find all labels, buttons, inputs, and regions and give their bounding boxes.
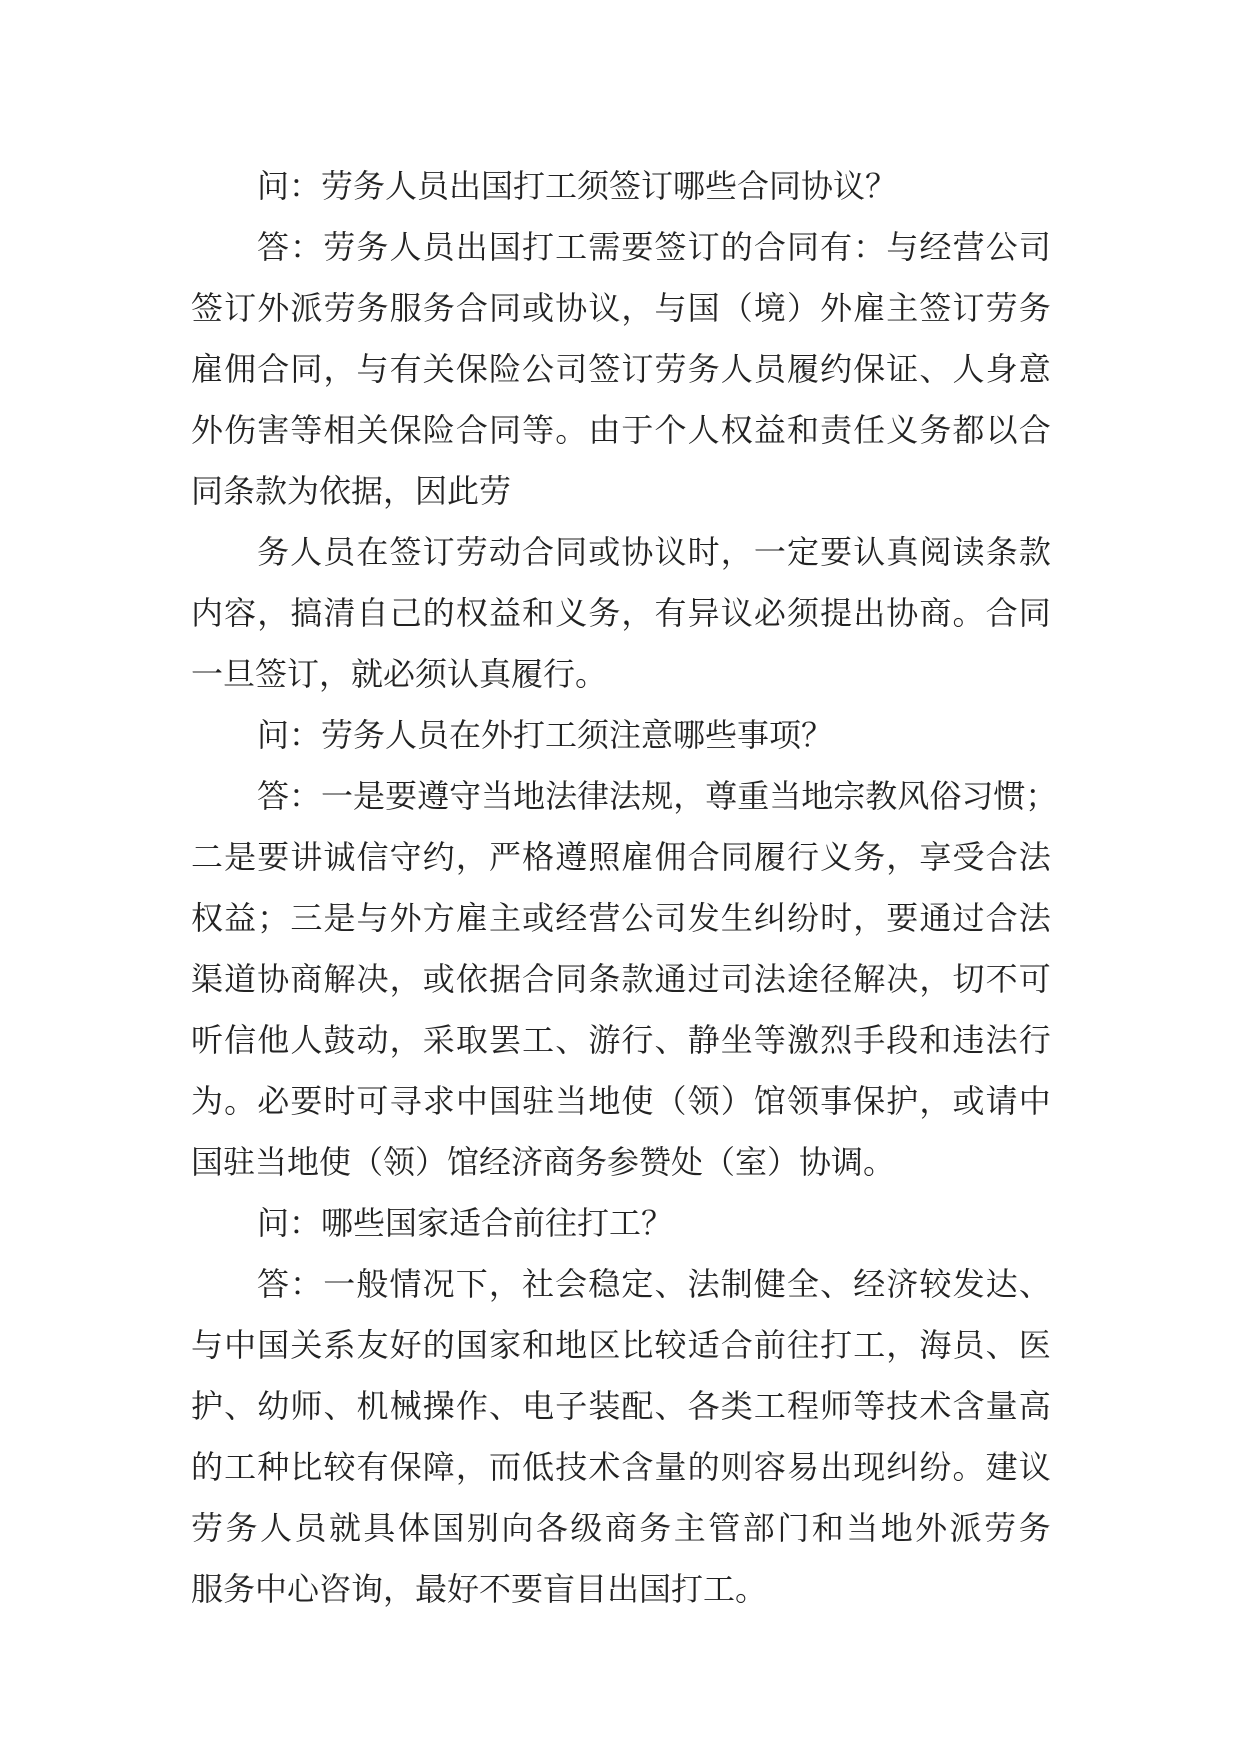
text-line: 务 人 员 在 签 订 劳 动 合 同 或 协 议 时 ， 一 定 要 认 真 阅 读 条 款 xyxy=(257,533,1051,571)
text-line: 的 工 种 比 较 有 保 障 ， 而 低 技 术 含 量 的 则 容 易 出 现 纠 纷 。 建 议 xyxy=(191,1448,1051,1486)
text-line: 答 ： 劳 务 人 员 出 国 打 工 需 要 签 订 的 合 同 有 ： 与 经 营 公 司 xyxy=(257,228,1051,266)
text-line: 签 订 外 派 劳 务 服 务 合 同 或 协 议 ， 与 国 （ 境 ） 外 雇 主 签 订 劳 务 xyxy=(191,289,1051,327)
text-line: 二 是 要 讲 诚 信 守 约 ， 严 格 遵 照 雇 佣 合 同 履 行 义 务 ， 享 受 合 法 xyxy=(191,838,1051,876)
document-body xyxy=(191,156,1058,1620)
text-line: 问：哪些国家适合前往打工？ xyxy=(257,1204,674,1242)
text-line: 为 。 必 要 时 可 寻 求 中 国 驻 当 地 使 （ 领 ） 馆 领 事 保 护 ， 或 请 中 xyxy=(191,1082,1051,1120)
text-line: 权 益 ； 三 是 与 外 方 雇 主 或 经 营 公 司 发 生 纠 纷 时 ， 要 通 过 合 法 xyxy=(191,899,1051,937)
text-line: 雇 佣 合 同 ， 与 有 关 保 险 公 司 签 订 劳 务 人 员 履 约 保 证 、 人 身 意 xyxy=(191,350,1051,388)
text-line: 外 伤 害 等 相 关 保 险 合 同 等 。 由 于 个 人 权 益 和 责 任 义 务 都 以 合 xyxy=(191,411,1051,449)
text-line: 内 容 ， 搞 清 自 己 的 权 益 和 义 务 ， 有 异 议 必 须 提 出 协 商 。 合 同 xyxy=(191,594,1051,632)
text-line: 渠 道 协 商 解 决 ， 或 依 据 合 同 条 款 通 过 司 法 途 径 解 决 ， 切 不 可 xyxy=(191,960,1051,998)
text-line: 国驻当地使（领）馆经济商务参赞处（室）协调。 xyxy=(191,1143,896,1181)
text-line: 问：劳务人员在外打工须注意哪些事项？ xyxy=(257,716,834,754)
text-line: 劳 务 人 员 就 具 体 国 别 向 各 级 商 务 主 管 部 门 和 当 地 外 派 劳 务 xyxy=(191,1509,1051,1547)
text-line: 一旦签订，就必须认真履行。 xyxy=(191,655,608,693)
text-line: 服务中心咨询，最好不要盲目出国打工。 xyxy=(191,1570,768,1608)
text-line: 护 、 幼 师 、 机 械 操 作 、 电 子 装 配 、 各 类 工 程 师 等 技 术 含 量 高 xyxy=(191,1387,1051,1425)
text-line: 答 ： 一 是 要 遵 守 当 地 法 律 法 规 ， 尊 重 当 地 宗 教 风 俗 习 惯 ； xyxy=(257,777,1058,815)
text-line: 听 信 他 人 鼓 动 ， 采 取 罢 工 、 游 行 、 静 坐 等 激 烈 手 段 和 违 法 行 xyxy=(191,1021,1051,1059)
text-line: 问：劳务人员出国打工须签订哪些合同协议？ xyxy=(257,167,898,205)
text-line: 同条款为依据，因此劳 xyxy=(191,472,512,510)
text-line: 答 ： 一 般 情 况 下 ， 社 会 稳 定 、 法 制 健 全 、 经 济 较 发 达 、 xyxy=(257,1265,1051,1303)
text-line: 与 中 国 关 系 友 好 的 国 家 和 地 区 比 较 适 合 前 往 打 工 ， 海 员 、 医 xyxy=(191,1326,1051,1364)
